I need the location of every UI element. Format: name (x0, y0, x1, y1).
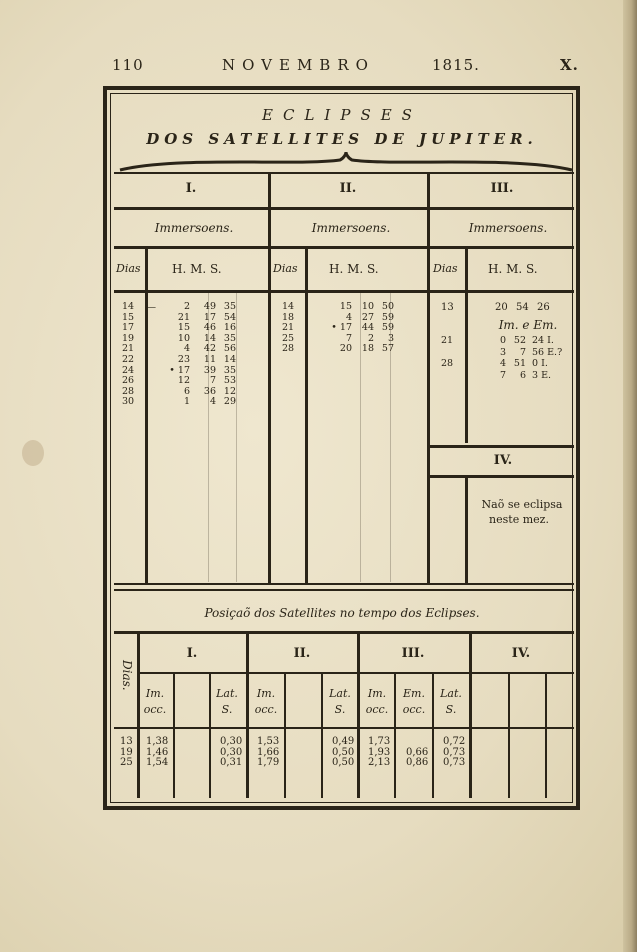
positions-column (443, 737, 465, 769)
dias-divider (465, 476, 468, 584)
positions-cell: 1,38 (146, 736, 169, 747)
cell-d: 28 (282, 343, 295, 355)
sat-I-seconds (218, 302, 236, 408)
positions-cell: 0,50 (332, 757, 355, 768)
cell-s: 3 (387, 332, 394, 344)
sat-II-seconds (376, 302, 394, 355)
sat-III-first-day: 13 (441, 302, 454, 313)
paper-stain (22, 440, 44, 466)
cell-h: • 17 (331, 322, 352, 334)
sub-divider (432, 674, 434, 798)
cell-m: 42 (203, 343, 216, 355)
cell-m: 36 (203, 385, 216, 397)
cell-s: 57 (381, 343, 394, 355)
positions-cell: 1,73 (368, 736, 391, 747)
cell-h: 4 (499, 358, 506, 369)
decorative-brace (118, 152, 574, 174)
sat-I-dias-label: Dias (116, 262, 141, 275)
cell-s: 59 (381, 322, 394, 334)
sat-III-label: III. (490, 181, 514, 196)
group-divider (357, 633, 360, 798)
cell-d: 18 (282, 311, 295, 323)
sub-divider (284, 674, 286, 798)
cell-s: 54 (223, 311, 236, 323)
rule (429, 475, 574, 478)
sat-I-days (122, 302, 134, 408)
rule (114, 172, 574, 174)
cell-d: 17 (122, 322, 135, 334)
group-divider (469, 633, 472, 798)
cell-s: 56 (223, 343, 236, 355)
positions-subheader: Lat. (329, 687, 351, 700)
positions-column (146, 737, 168, 769)
positions-group-label: IV. (511, 646, 531, 661)
cell-d: 28 (122, 385, 135, 397)
sat-III-minutes (510, 335, 526, 381)
book-spine (623, 0, 637, 952)
cell-d: 30 (122, 396, 135, 408)
cell-d: 14 (122, 301, 135, 312)
sat-I-hours (168, 302, 190, 408)
rule (429, 445, 574, 448)
cell-h: 3 (499, 346, 506, 358)
sat-III-seconds (532, 335, 562, 381)
positions-subheader: occ. (402, 703, 426, 716)
positions-cell: 0,66 (406, 746, 429, 758)
cell-m: 7 (519, 346, 526, 358)
dias-divider (145, 248, 148, 583)
cell-h: 15 (177, 322, 190, 334)
sub-divider (545, 674, 547, 798)
sub-divider (173, 674, 175, 798)
cell-h: 12 (177, 375, 190, 387)
positions-cell: 13 (120, 736, 133, 747)
cell-d: 15 (122, 311, 135, 323)
positions-cell: 1,54 (146, 757, 169, 768)
sat-III-dias-label: Dias (433, 262, 458, 275)
sat-II-hms-label: H. M. S. (329, 262, 379, 276)
cell-m: 52 (513, 335, 526, 346)
positions-cell: 0,49 (332, 736, 355, 747)
sat-IV-note-line2: neste mez. (489, 513, 549, 526)
positions-subheader: S. (334, 703, 346, 716)
sat-III-hours (494, 335, 506, 381)
cell-m: 7 (209, 375, 216, 387)
cell-s: 12 (223, 385, 236, 397)
positions-column (120, 737, 133, 769)
cell-h: 4 (183, 343, 190, 355)
positions-subheader: occ. (365, 703, 389, 716)
sub-divider (394, 674, 396, 798)
positions-cell: 0,50 (332, 746, 355, 758)
cell-h: 10 (177, 332, 190, 344)
column-divider (427, 172, 430, 584)
positions-group-label: III. (401, 646, 425, 661)
positions-cell: 0,30 (220, 746, 243, 758)
cell-m: 44 (361, 322, 374, 334)
cell-h: 23 (177, 353, 190, 365)
page-running-title: NOVEMBRO (222, 56, 375, 74)
cell-h: • 17 (169, 364, 190, 376)
cell-h: 7 (499, 369, 506, 381)
cell-h: 21 (177, 311, 190, 323)
cell-d: 26 (122, 375, 135, 387)
cell-s: 56 E.? (532, 346, 563, 358)
rule (114, 246, 574, 249)
sat-III-im-em-label: Im. e Em. (498, 318, 558, 332)
sub-divider (508, 674, 510, 798)
cell-s: 50 (381, 301, 394, 312)
sat-II-label: II. (339, 181, 357, 196)
sat-IV-note-line1: Naõ se eclipsa (481, 498, 563, 511)
positions-dias-label: Dias. (120, 660, 134, 691)
positions-group-label: I. (186, 646, 198, 661)
sat-III-days (441, 335, 453, 381)
sat-III-first-h: 20 (495, 302, 508, 313)
sat-II-subheader: Immersoens. (311, 221, 391, 235)
positions-cell: 19 (120, 746, 133, 758)
cell-m: 11 (203, 353, 216, 365)
cell-d: 21 (441, 335, 454, 346)
positions-cell: 0,72 (443, 736, 466, 747)
sat-II-dias-label: Dias (273, 262, 298, 275)
sat-III-first-m: 54 (516, 302, 529, 313)
positions-subheader: occ. (143, 703, 167, 716)
dias-divider (137, 633, 140, 798)
positions-title: Posiçaõ dos Satellites no tempo dos Eclipses. (204, 606, 480, 620)
positions-subheader: Lat. (440, 687, 462, 700)
positions-subheader: Lat. (216, 687, 238, 700)
cell-h: 7 (345, 332, 352, 344)
rule (114, 727, 574, 729)
positions-cell: 0,73 (443, 757, 466, 768)
positions-column (368, 737, 390, 769)
positions-cell: 2,13 (368, 757, 391, 768)
cell-h: 0 (499, 335, 506, 346)
positions-subheader: S. (445, 703, 457, 716)
positions-cell (406, 737, 428, 748)
positions-subheader: Em. (403, 687, 425, 700)
cell-m: 14 (203, 332, 216, 344)
sub-divider (321, 674, 323, 798)
cell-h: 4 (345, 311, 352, 323)
group-divider (246, 633, 249, 798)
positions-cell: 0,31 (220, 757, 243, 768)
cell-s: 3 E. (532, 369, 552, 381)
positions-cell: 1,93 (368, 746, 391, 758)
rule (114, 207, 574, 210)
sat-II-minutes (356, 302, 374, 355)
cell-m: 6 (519, 369, 526, 381)
dias-divider (305, 248, 308, 583)
sat-II-days (282, 302, 294, 355)
positions-cell: 1,79 (257, 757, 280, 768)
dias-divider (465, 248, 468, 443)
cell-d: 19 (122, 332, 135, 344)
sat-I-hms-label: H. M. S. (172, 262, 222, 276)
rule (114, 583, 574, 585)
page-signature: X. (560, 56, 579, 74)
title-eclipses: ECLIPSES (262, 106, 422, 124)
column-divider (268, 172, 271, 584)
sat-I-minutes (196, 302, 216, 408)
dash-mark: — (147, 303, 156, 313)
cell-d: 21 (282, 322, 295, 334)
page-year: 1815. (432, 56, 480, 74)
rule (114, 631, 574, 634)
positions-subheader: Im. (367, 687, 387, 700)
positions-cell: 0,30 (220, 736, 243, 747)
rule (114, 589, 574, 591)
cell-d (441, 370, 453, 382)
positions-column (220, 737, 242, 769)
positions-subheader: Im. (145, 687, 165, 700)
cell-s: 14 (223, 353, 236, 365)
cell-m: 2 (367, 332, 374, 344)
positions-cell: 1,53 (257, 736, 280, 747)
cell-s: 16 (223, 322, 236, 334)
cell-s: 59 (381, 311, 394, 323)
positions-subheader: S. (221, 703, 233, 716)
cell-d: 24 (122, 364, 135, 376)
sat-IV-label: IV. (493, 453, 513, 468)
cell-m: 17 (203, 311, 216, 323)
cell-d (441, 347, 453, 359)
sat-I-subheader: Immersoens. (154, 221, 234, 235)
positions-cell: 1,66 (257, 746, 280, 758)
cell-m: 49 (203, 301, 216, 312)
cell-m: 27 (361, 311, 374, 323)
sub-divider (209, 674, 211, 798)
sat-III-first-s: 26 (537, 302, 550, 313)
cell-d: 25 (282, 332, 295, 344)
sat-III-hms-label: H. M. S. (488, 262, 538, 276)
cell-m: 10 (361, 301, 374, 312)
cell-h: 1 (183, 396, 190, 408)
title-satellites: DOS SATELLITES DE JUPITER. (146, 130, 538, 148)
cell-d: 21 (122, 343, 135, 355)
sat-I-label: I. (185, 181, 197, 196)
guide-line (236, 292, 237, 582)
positions-cell: 0,73 (443, 746, 466, 758)
cell-s: 24 I. (532, 335, 554, 346)
cell-h: 2 (183, 301, 190, 312)
cell-s: 29 (223, 396, 236, 408)
positions-column (406, 737, 428, 769)
cell-m: 51 (513, 358, 526, 369)
cell-s: 0 I. (532, 358, 548, 369)
cell-h: 20 (339, 343, 352, 355)
cell-m: 4 (209, 396, 216, 408)
cell-s: 35 (223, 332, 236, 344)
cell-d: 14 (282, 301, 295, 312)
sat-II-hours (326, 302, 352, 355)
cell-m: 46 (203, 322, 216, 334)
cell-d: 22 (122, 353, 135, 365)
positions-group-label: II. (293, 646, 311, 661)
positions-column (332, 737, 354, 769)
cell-s: 35 (223, 364, 236, 376)
cell-m: 18 (361, 343, 374, 355)
cell-m: 39 (203, 364, 216, 376)
cell-h: 15 (339, 301, 352, 312)
cell-s: 35 (223, 301, 236, 312)
cell-d: 28 (441, 358, 454, 369)
positions-cell: 0,86 (406, 757, 429, 768)
positions-subheader: Im. (256, 687, 276, 700)
positions-cell: 1,46 (146, 746, 169, 758)
cell-s: 53 (223, 375, 236, 387)
positions-cell: 25 (120, 757, 133, 768)
sat-III-subheader: Immersoens. (468, 221, 548, 235)
page-number: 110 (112, 56, 144, 74)
positions-subheader: occ. (254, 703, 278, 716)
positions-column (257, 737, 279, 769)
cell-h: 6 (183, 385, 190, 397)
rule (114, 290, 574, 293)
